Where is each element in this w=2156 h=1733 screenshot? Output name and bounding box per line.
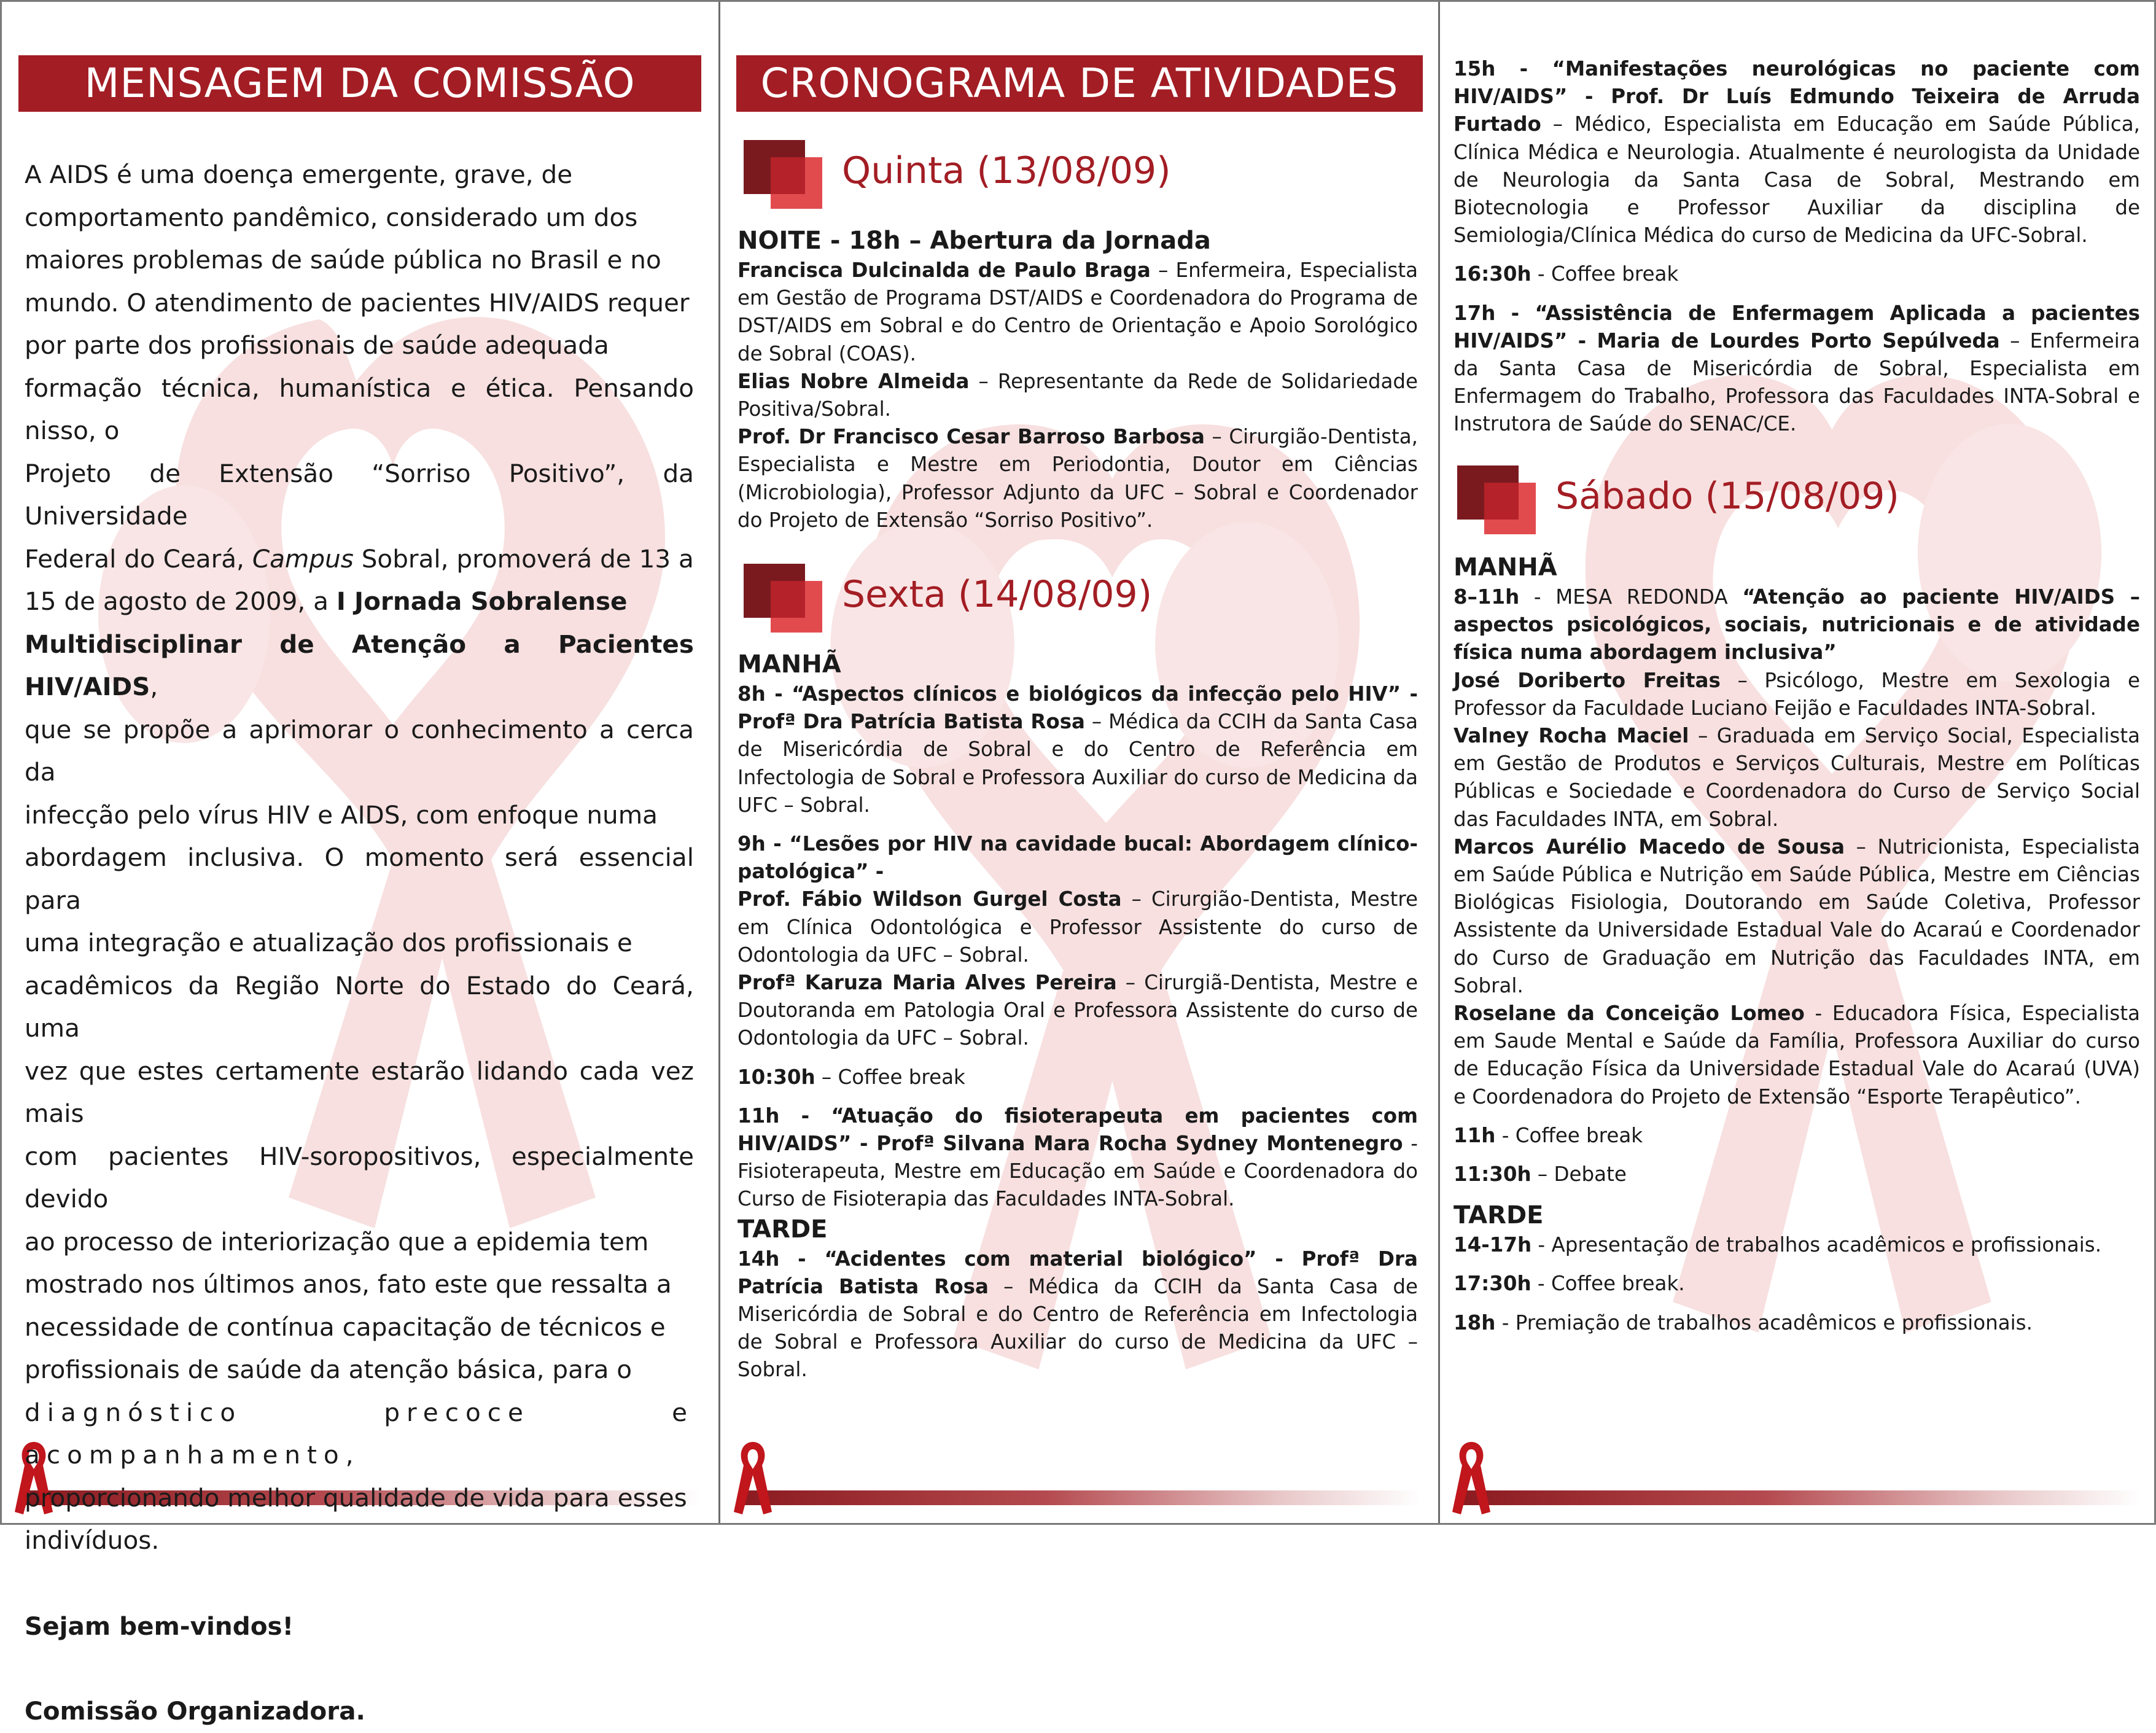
talk-desc: – Médica da CCIH da Santa Casa de Misericórdia de Sobral e do Centro de Referência em Infectologia de Sobral e Professora Auxiliar do curso de Medicina da UFC – Sobral. bbox=[737, 710, 1418, 817]
talk-title: 14h - “Acidentes com material biológico” - Profª Dra Patrícia Batista Rosa bbox=[737, 1247, 1418, 1298]
talk-entry bbox=[1454, 55, 2140, 249]
thursday-schedule bbox=[737, 225, 1418, 534]
banner-schedule-title: CRONOGRAMA DE ATIVIDADES bbox=[736, 55, 1423, 112]
debate-entry bbox=[1454, 1161, 2140, 1188]
footer-bar bbox=[739, 1490, 1420, 1505]
speaker-desc: – Cirurgião-Dentista, Especialista e Mestre em Periodontia, Doutor em Ciências (Microbiologia), Professor Adjunto da UFC – Sobral e Coordenador do Projeto de Extensão “Sorriso Positivo”. bbox=[737, 425, 1418, 532]
message-line: Projeto de Extensão “Sorriso Positivo”, da Universidade bbox=[25, 458, 694, 531]
message-line: comportamento pandêmico, considerado um dos bbox=[25, 202, 638, 232]
speaker-entry bbox=[737, 257, 1418, 368]
break-entry bbox=[1454, 1270, 2140, 1298]
speaker-name: Prof. Dr Francisco Cesar Barroso Barbosa bbox=[737, 425, 1205, 449]
speaker-desc: – Representante da Rede de Solidariedade Positiva/Sobral. bbox=[737, 369, 1418, 421]
text: , bbox=[150, 672, 158, 701]
session-type: - MESA REDONDA bbox=[1519, 585, 1743, 609]
speaker-name: Prof. Fábio Wildson Gurgel Costa bbox=[737, 887, 1122, 911]
footer-bar bbox=[1458, 1490, 2140, 1505]
day-title: Sexta (14/08/09) bbox=[842, 573, 1153, 616]
message-line: infecção pelo vírus HIV e AIDS, com enfoque numa bbox=[25, 800, 658, 830]
banner-message-title: MENSAGEM DA COMISSÃO bbox=[18, 55, 701, 112]
period-heading: MANHÃ bbox=[1454, 553, 1557, 582]
time: 8–11h bbox=[1454, 585, 1520, 609]
panel-schedule-continued bbox=[1438, 0, 2156, 1525]
aids-ribbon-icon bbox=[1450, 1437, 1493, 1517]
friday-afternoon-cont bbox=[1454, 55, 2140, 438]
text: Sobral, promoverá de 13 a bbox=[353, 543, 694, 574]
message-line: formação técnica, humanística e ética. Pensando nisso, o bbox=[25, 373, 694, 445]
message-line: mostrado nos últimos anos, fato este que ressalta a bbox=[25, 1269, 672, 1299]
speaker-entry bbox=[1454, 722, 2140, 833]
talk-entry bbox=[737, 830, 1418, 886]
footer-gradient bbox=[1458, 1490, 2140, 1505]
time: 16:30h bbox=[1454, 262, 1531, 286]
text: 15 de agosto de 2009, a bbox=[25, 586, 337, 616]
message-line: necessidade de contínua capacitação de técnicos e bbox=[25, 1312, 666, 1342]
talk-title: 15h - “Manifestações neurológicas no paciente com HIV/AIDS” - Prof. Dr Luís Edmundo Teixeira de Arruda Furtado bbox=[1454, 57, 2140, 136]
period-heading: NOITE - 18h – Abertura da Jornada bbox=[737, 227, 1211, 255]
message-line bbox=[25, 538, 694, 581]
campus-italic: Campus bbox=[252, 543, 354, 574]
message-line: mundo. O atendimento de pacientes HIV/AIDS requer bbox=[25, 287, 690, 317]
day-title: Quinta (13/08/09) bbox=[842, 149, 1171, 192]
talk-desc: - Fisioterapeuta, Mestre em Educação em Saúde e Coordenadora do Curso de Fisioterapia das Faculdades INTA-Sobral. bbox=[737, 1132, 1418, 1211]
speaker-name: Valney Rocha Maciel bbox=[1454, 724, 1689, 748]
message-line: acadêmicos da Região Norte do Estado do Ceará, uma bbox=[25, 970, 694, 1043]
event-name: I Jornada Sobralense bbox=[336, 586, 628, 616]
message-line: por parte dos profissionais de saúde adequada bbox=[25, 330, 609, 360]
talk-desc: – Médica da CCIH da Santa Casa de Misericórdia de Sobral e do Centro de Referência em Infectologia de Sobral e Professora Auxiliar do curso de Medicina da UFC – Sobral. bbox=[737, 1274, 1419, 1382]
break-label: - Coffee break bbox=[1531, 262, 1679, 286]
day-title: Sábado (15/08/09) bbox=[1555, 475, 1899, 518]
event-name: Multidisciplinar de Atenção a Pacientes HIV/AIDS bbox=[25, 629, 694, 701]
speaker-entry bbox=[737, 368, 1418, 423]
speaker-entry bbox=[1454, 1000, 2140, 1111]
message-line: indivíduos. bbox=[25, 1525, 160, 1555]
schedule-entry bbox=[1454, 1309, 2140, 1337]
speaker-desc: – Cirurgiã-Dentista, Mestre e Doutoranda em Patologia Oral e Professora Assistente do curso de Odontologia da UFC – Sobral. bbox=[737, 971, 1418, 1050]
friday-schedule bbox=[737, 648, 1418, 1384]
talk-entry bbox=[737, 680, 1418, 819]
speaker-desc: – Graduada em Serviço Social, Especialista em Gestão de Produtos e Serviços Culturais, Mestre em Políticas Públicas e Sociedade e Coordenadora do Curso de Serviço Social das Faculdades INTA, em Sobral. bbox=[1454, 724, 2140, 831]
schedule-desc: - Premiação de trabalhos acadêmicos e profissionais. bbox=[1495, 1310, 2033, 1334]
break-entry bbox=[1454, 1122, 2140, 1150]
speaker-name: Francisca Dulcinalda de Paulo Braga bbox=[737, 259, 1151, 282]
time: 14-17h bbox=[1454, 1233, 1532, 1257]
period-heading: TARDE bbox=[737, 1215, 828, 1244]
speaker-name: Profª Karuza Maria Alves Pereira bbox=[737, 971, 1117, 995]
text: Federal do Ceará, bbox=[25, 543, 252, 574]
message-line bbox=[25, 580, 694, 623]
talk-entry bbox=[1454, 583, 2140, 667]
message-line: diagnóstico precoce e acompanhamento, bbox=[25, 1397, 694, 1470]
panel-schedule bbox=[718, 0, 1438, 1525]
saturday-schedule bbox=[1454, 551, 2140, 1337]
talk-title: “Atenção ao paciente HIV/AIDS – aspectos psicológicos, sociais, nutricionais e de atividade física numa abordagem inclusiva” bbox=[1454, 585, 2140, 664]
speaker-desc: – Nutricionista, Especialista em Saúde Pública e Nutrição em Saúde Pública, Mestre em Ciências Biológicas Fisiologia, Doutorando em Saúde Coletiva, Professor Assistente da Universidade Estadual Vale do Acaraú e Coordenador do Curso de Graduação em Nutrição das Faculdades INTA, em Sobral. bbox=[1454, 835, 2140, 997]
speaker-desc: - Educadora Física, Especialista em Saude Mental e Saúde da Família, Professora Auxiliar do curso de Educação Física da Universidade Estadual Vale do Acaraú (UVA) e Coordenadora do Projeto de Extensão “Esporte Terapêutico”. bbox=[1454, 1002, 2140, 1108]
speaker-entry bbox=[1454, 833, 2140, 1000]
talk-entry bbox=[1454, 300, 2140, 438]
speaker-name: Marcos Aurélio Macedo de Sousa bbox=[1454, 835, 1845, 859]
message-line: que se propõe a aprimorar o conhecimento a cerca da bbox=[25, 714, 694, 787]
talk-title: 9h - “Lesões por HIV na cavidade bucal: Abordagem clínico-patológica” - bbox=[737, 832, 1418, 884]
speaker-entry bbox=[737, 423, 1418, 534]
schedule-desc: - Apresentação de trabalhos acadêmicos e profissionais. bbox=[1531, 1233, 2102, 1257]
break-label: – Coffee break bbox=[815, 1065, 965, 1089]
talk-entry bbox=[737, 1245, 1418, 1384]
welcome-text: Sejam bem-vindos! bbox=[25, 1611, 294, 1641]
schedule-entry bbox=[1454, 1231, 2140, 1259]
talk-title: 8h - “Aspectos clínicos e biológicos da infecção pelo HIV” - Profª Dra Patrícia Batista Rosa bbox=[737, 682, 1418, 734]
message-line: maiores problemas de saúde pública no Brasil e no bbox=[25, 245, 661, 275]
debate-label: – Debate bbox=[1531, 1162, 1627, 1186]
speaker-entry bbox=[737, 969, 1418, 1053]
period-heading: MANHÃ bbox=[737, 650, 841, 679]
panel-message bbox=[0, 0, 718, 1726]
message-body bbox=[25, 154, 694, 1733]
speaker-name: Elias Nobre Almeida bbox=[737, 369, 970, 393]
message-line: profissionais de saúde da atenção básica, para o bbox=[25, 1355, 632, 1384]
speaker-desc: – Enfermeira, Especialista em Gestão de Programa DST/AIDS e Coordenadora do Programa de DST/AIDS em Sobral e do Centro de Orientação e Apoio Sorológico de Sobral (COAS). bbox=[737, 259, 1418, 365]
time: 11:30h bbox=[1454, 1162, 1531, 1186]
speaker-name: Roselane da Conceição Lomeo bbox=[1454, 1002, 1805, 1026]
speaker-desc: – Psicólogo, Mestre em Sexologia e Professor da Faculdade Luciano Feijão e Faculdades INTA-Sobral. bbox=[1454, 668, 2140, 720]
talk-title: 11h - “Atuação do fisioterapeuta em pacientes com HIV/AIDS” - Profª Silvana Mara Rocha Sydney Montenegro bbox=[737, 1104, 1418, 1156]
aids-ribbon-icon bbox=[731, 1437, 774, 1517]
break-label: - Coffee break bbox=[1495, 1123, 1643, 1147]
break-entry bbox=[1454, 260, 2140, 288]
break-label: - Coffee break. bbox=[1531, 1272, 1685, 1296]
speaker-name: José Doriberto Freitas bbox=[1454, 668, 1721, 692]
footer-gradient bbox=[739, 1490, 1420, 1505]
time: 17:30h bbox=[1454, 1272, 1531, 1296]
message-line: proporcionando melhor qualidade de vida para esses bbox=[25, 1482, 687, 1513]
message-line: ao processo de interiorização que a epidemia tem bbox=[25, 1226, 649, 1256]
speaker-desc: – Cirurgião-Dentista, Mestre em Clínica Odontológica e Professor Assistente do curso de Odontologia da UFC – Sobral. bbox=[737, 887, 1418, 967]
speaker-entry bbox=[737, 886, 1418, 969]
period-heading: TARDE bbox=[1454, 1201, 1544, 1230]
message-line: vez que estes certamente estarão lidando cada vez mais bbox=[25, 1056, 694, 1128]
time: 18h bbox=[1454, 1310, 1496, 1334]
message-line: abordagem inclusiva. O momento será essencial para bbox=[25, 843, 694, 915]
time: 10:30h bbox=[737, 1065, 815, 1089]
talk-desc: – Médico, Especialista em Educação em Saúde Pública, Clínica Médica e Neurologia. Atualmente é neurologista da Unidade de Neurologia da Santa Casa de Sobral, Mestrando em Biotecnologia e Professor Auxiliar da disciplina de Semiologia/Clínica Médica do curso de Medicina da UFC-Sobral. bbox=[1454, 112, 2140, 247]
time: 11h bbox=[1454, 1123, 1496, 1147]
talk-entry bbox=[737, 1102, 1418, 1213]
signature-text: Comissão Organizadora. bbox=[25, 1696, 365, 1726]
message-line: uma integração e atualização dos profissionais e bbox=[25, 928, 632, 957]
speaker-entry bbox=[1454, 667, 2140, 722]
talk-desc: – Enfermeira da Santa Casa de Misericórdia de Sobral, Especialista em Enfermagem do Trabalho, Professora das Faculdades INTA-Sobral e Instrutora de Saúde do SENAC/CE. bbox=[1454, 329, 2141, 436]
message-line: A AIDS é uma doença emergente, grave, de bbox=[25, 160, 573, 189]
message-line bbox=[25, 623, 694, 709]
message-line: com pacientes HIV-soropositivos, especialmente devido bbox=[25, 1141, 694, 1213]
break-entry bbox=[737, 1064, 1418, 1091]
talk-title: 17h - “Assistência de Enfermagem Aplicada a pacientes HIV/AIDS” - Maria de Lourdes Porto Sepúlveda bbox=[1454, 301, 2140, 352]
